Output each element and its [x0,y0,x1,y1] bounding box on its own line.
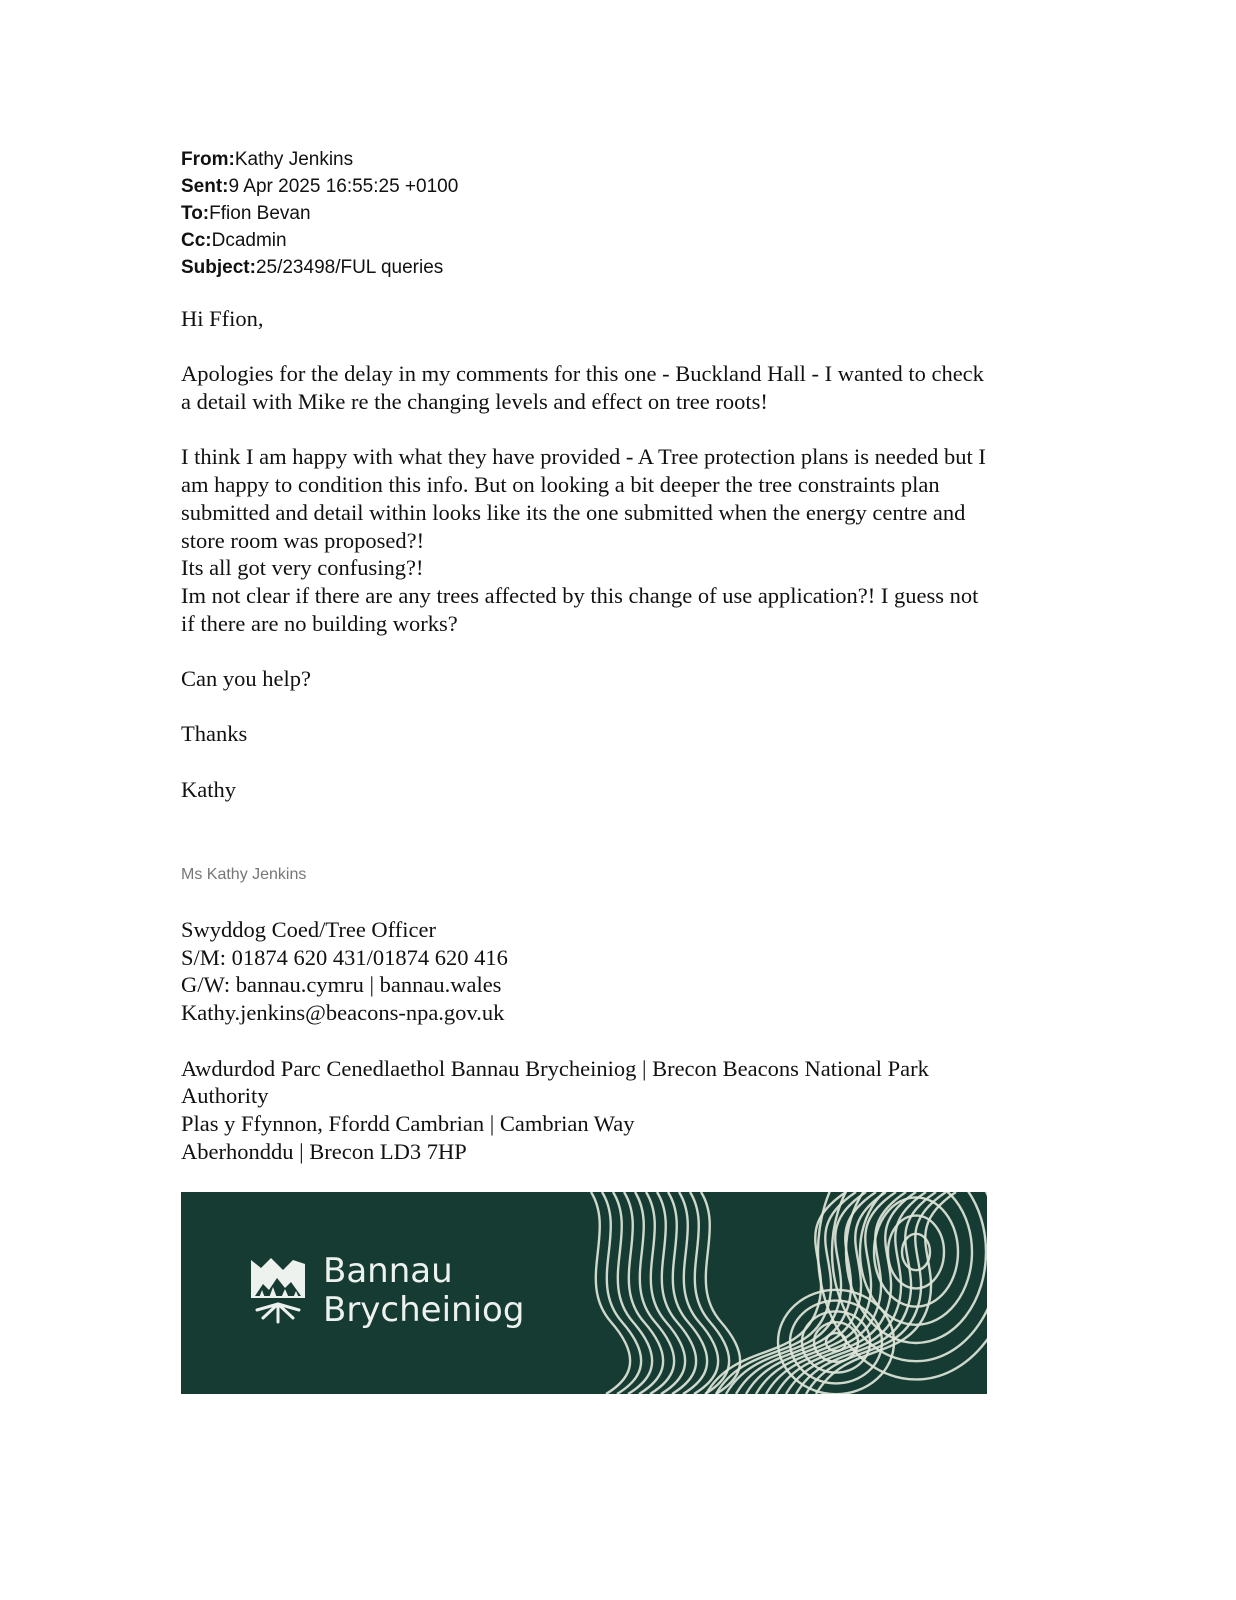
email-header [181,146,458,281]
subject-row: Subject:25/23498/FUL queries [181,257,444,278]
brand-banner [181,1192,987,1394]
address-line: Aberhonddu | Brecon LD3 7HP [181,1138,467,1164]
question-line: Can you help? [181,666,311,692]
signature-name: Ms Kathy Jenkins [181,866,307,883]
greeting: Hi Ffion, [181,306,264,331]
signoff-line: Kathy [181,776,236,802]
paragraph-line: Apologies for the delay in my comments for this one - Buckland Hall - I wanted to check [181,361,984,387]
from-value: Kathy Jenkins [234,149,354,170]
paragraph-line: submitted and detail within looks like its the one submitted when the energy centre and [181,499,966,525]
cc-row: Cc:Dcadmin [181,230,287,251]
logo-wordmark [323,1252,524,1330]
paragraph-line: Its all got very confusing?! [181,555,424,581]
signature-block [181,916,1061,1165]
org-line: Awdurdod Parc Cenedlaethol Bannau Brycheiniog | Brecon Beacons National Park [181,1055,929,1081]
paragraph-line: store room was proposed?! [181,527,425,553]
to-row: To:Ffion Bevan [181,203,311,224]
sent-value: 9 Apr 2025 16:55:25 +0100 [228,176,459,197]
cc-value: Dcadmin [211,230,287,251]
job-title: Swyddog Coed/Tree Officer [181,917,436,942]
contour-lines-pattern [586,1192,987,1394]
org-line: Authority [181,1083,269,1109]
email-body [181,305,1061,804]
paragraph-line: Im not clear if there are any trees affected by this change of use application?! I guess not [181,583,979,608]
sent-row: Sent:9 Apr 2025 16:55:25 +0100 [181,176,459,197]
paragraph-line: I think I am happy with what they have provided - A Tree protection plans is needed but I [181,444,986,470]
national-park-logo-icon [249,1256,307,1326]
thanks-line: Thanks [181,721,248,747]
paragraph-line: am happy to condition this info. But on looking a bit deeper the tree constraints plan [181,472,940,498]
paragraph-line: a detail with Mike re the changing levels and effect on tree roots! [181,389,768,415]
from-row: From:Kathy Jenkins [181,149,354,170]
paragraph-line: if there are no building works? [181,610,458,636]
subject-value: 25/23498/FUL queries [255,257,444,278]
logo-line: Brycheiniog [323,1290,525,1330]
to-value: Ffion Bevan [209,203,311,224]
email-address: Kathy.jenkins@beacons-npa.gov.uk [181,1000,505,1026]
web-line: G/W: bannau.cymru | bannau.wales [181,972,502,998]
address-line: Plas y Ffynnon, Ffordd Cambrian | Cambrian Way [181,1110,635,1136]
phone-line: S/M: 01874 620 431/01874 620 416 [181,944,508,970]
logo-line: Bannau [323,1251,453,1291]
